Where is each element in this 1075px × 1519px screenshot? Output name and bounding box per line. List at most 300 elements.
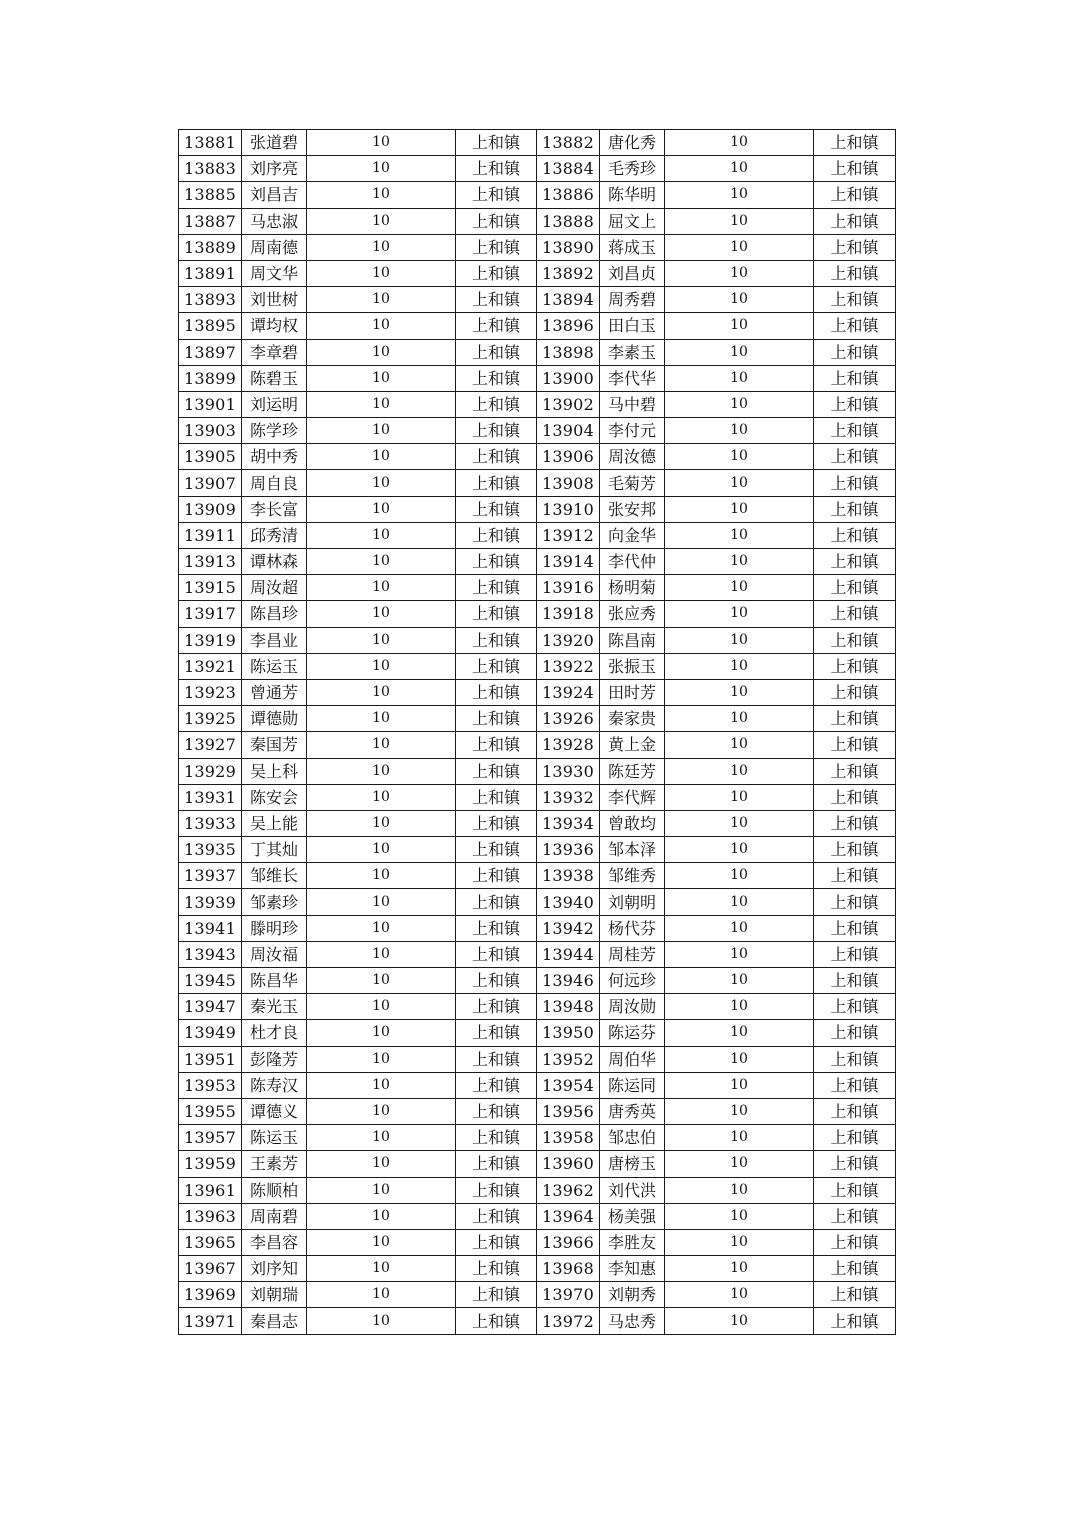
table-row	[179, 313, 896, 339]
amount-cell: 10	[665, 968, 814, 994]
table-row	[179, 1308, 896, 1334]
amount-cell: 10	[665, 706, 814, 732]
person-name-cell: 周南碧	[242, 1203, 307, 1229]
town-name-cell: 上和镇	[456, 1098, 537, 1124]
person-name-cell: 周桂芳	[600, 941, 665, 967]
record-id-cell: 13930	[537, 758, 600, 784]
town-name-cell: 上和镇	[456, 1072, 537, 1098]
amount-cell: 10	[665, 391, 814, 417]
amount-cell: 10	[665, 758, 814, 784]
record-id-cell: 13972	[537, 1308, 600, 1334]
amount-cell: 10	[307, 1203, 456, 1229]
town-name-cell: 上和镇	[814, 1020, 896, 1046]
person-name-cell: 田时芳	[600, 679, 665, 705]
record-id-cell: 13965	[179, 1229, 242, 1255]
table-row	[179, 1282, 896, 1308]
person-name-cell: 周汝超	[242, 575, 307, 601]
amount-cell: 10	[307, 234, 456, 260]
amount-cell: 10	[665, 313, 814, 339]
person-name-cell: 周汝勋	[600, 994, 665, 1020]
town-name-cell: 上和镇	[814, 1098, 896, 1124]
person-name-cell: 陈昌珍	[242, 601, 307, 627]
town-name-cell: 上和镇	[814, 1125, 896, 1151]
person-name-cell: 丁其灿	[242, 837, 307, 863]
person-name-cell: 陈运芬	[600, 1020, 665, 1046]
table-row	[179, 418, 896, 444]
record-id-cell: 13960	[537, 1151, 600, 1177]
person-name-cell: 李昌业	[242, 627, 307, 653]
amount-cell: 10	[307, 1125, 456, 1151]
table-row	[179, 391, 896, 417]
record-id-cell: 13964	[537, 1203, 600, 1229]
record-id-cell: 13918	[537, 601, 600, 627]
table-row	[179, 287, 896, 313]
town-name-cell: 上和镇	[456, 1151, 537, 1177]
record-id-cell: 13931	[179, 784, 242, 810]
town-name-cell: 上和镇	[814, 915, 896, 941]
person-name-cell: 刘朝秀	[600, 1282, 665, 1308]
town-name-cell: 上和镇	[814, 287, 896, 313]
record-id-cell: 13967	[179, 1256, 242, 1282]
town-name-cell: 上和镇	[814, 575, 896, 601]
town-name-cell: 上和镇	[456, 130, 537, 156]
town-name-cell: 上和镇	[814, 1151, 896, 1177]
record-id-cell: 13933	[179, 810, 242, 836]
amount-cell: 10	[307, 522, 456, 548]
person-name-cell: 刘序亮	[242, 156, 307, 182]
town-name-cell: 上和镇	[456, 601, 537, 627]
person-name-cell: 陈华明	[600, 182, 665, 208]
amount-cell: 10	[307, 156, 456, 182]
town-name-cell: 上和镇	[456, 1177, 537, 1203]
person-name-cell: 张道碧	[242, 130, 307, 156]
table-row	[179, 1020, 896, 1046]
amount-cell: 10	[665, 470, 814, 496]
town-name-cell: 上和镇	[456, 234, 537, 260]
person-name-cell: 周文华	[242, 260, 307, 286]
record-id-cell: 13895	[179, 313, 242, 339]
amount-cell: 10	[307, 444, 456, 470]
town-name-cell: 上和镇	[814, 208, 896, 234]
table-row	[179, 1098, 896, 1124]
amount-cell: 10	[307, 758, 456, 784]
table-row	[179, 784, 896, 810]
person-name-cell: 李昌容	[242, 1229, 307, 1255]
table-row	[179, 627, 896, 653]
person-name-cell: 马忠秀	[600, 1308, 665, 1334]
person-name-cell: 刘朝明	[600, 889, 665, 915]
record-id-cell: 13908	[537, 470, 600, 496]
person-name-cell: 马中碧	[600, 391, 665, 417]
person-name-cell: 李章碧	[242, 339, 307, 365]
person-name-cell: 刘昌贞	[600, 260, 665, 286]
record-id-cell: 13915	[179, 575, 242, 601]
amount-cell: 10	[665, 653, 814, 679]
person-name-cell: 唐秀英	[600, 1098, 665, 1124]
town-name-cell: 上和镇	[814, 339, 896, 365]
table-row	[179, 1229, 896, 1255]
amount-cell: 10	[665, 1177, 814, 1203]
amount-cell: 10	[665, 994, 814, 1020]
person-name-cell: 陈运玉	[242, 653, 307, 679]
record-id-cell: 13966	[537, 1229, 600, 1255]
person-name-cell: 刘代洪	[600, 1177, 665, 1203]
amount-cell: 10	[665, 679, 814, 705]
record-id-cell: 13885	[179, 182, 242, 208]
town-name-cell: 上和镇	[456, 313, 537, 339]
record-id-cell: 13961	[179, 1177, 242, 1203]
table-row	[179, 1072, 896, 1098]
person-name-cell: 马忠淑	[242, 208, 307, 234]
person-name-cell: 彭隆芳	[242, 1046, 307, 1072]
person-name-cell: 刘世树	[242, 287, 307, 313]
person-name-cell: 邱秀清	[242, 522, 307, 548]
record-id-cell: 13920	[537, 627, 600, 653]
person-name-cell: 杨代芬	[600, 915, 665, 941]
person-name-cell: 谭德勋	[242, 706, 307, 732]
town-name-cell: 上和镇	[456, 627, 537, 653]
town-name-cell: 上和镇	[814, 732, 896, 758]
town-name-cell: 上和镇	[814, 156, 896, 182]
record-id-cell: 13971	[179, 1308, 242, 1334]
record-id-cell: 13951	[179, 1046, 242, 1072]
amount-cell: 10	[665, 208, 814, 234]
table-row	[179, 339, 896, 365]
record-id-cell: 13928	[537, 732, 600, 758]
record-id-cell: 13963	[179, 1203, 242, 1229]
amount-cell: 10	[665, 1125, 814, 1151]
town-name-cell: 上和镇	[814, 1072, 896, 1098]
amount-cell: 10	[307, 496, 456, 522]
record-id-cell: 13917	[179, 601, 242, 627]
amount-cell: 10	[665, 601, 814, 627]
table-row	[179, 889, 896, 915]
record-id-cell: 13938	[537, 863, 600, 889]
record-id-cell: 13934	[537, 810, 600, 836]
table-row	[179, 365, 896, 391]
amount-cell: 10	[665, 182, 814, 208]
record-id-cell: 13909	[179, 496, 242, 522]
amount-cell: 10	[307, 339, 456, 365]
town-name-cell: 上和镇	[814, 1177, 896, 1203]
town-name-cell: 上和镇	[814, 889, 896, 915]
record-id-cell: 13900	[537, 365, 600, 391]
record-id-cell: 13944	[537, 941, 600, 967]
record-id-cell: 13936	[537, 837, 600, 863]
amount-cell: 10	[665, 1151, 814, 1177]
table-row	[179, 470, 896, 496]
person-name-cell: 周伯华	[600, 1046, 665, 1072]
person-name-cell: 陈昌南	[600, 627, 665, 653]
record-id-cell: 13907	[179, 470, 242, 496]
person-name-cell: 李代仲	[600, 549, 665, 575]
town-name-cell: 上和镇	[814, 1282, 896, 1308]
record-id-cell: 13937	[179, 863, 242, 889]
person-name-cell: 李长富	[242, 496, 307, 522]
person-name-cell: 向金华	[600, 522, 665, 548]
person-name-cell: 陈碧玉	[242, 365, 307, 391]
person-name-cell: 刘运明	[242, 391, 307, 417]
town-name-cell: 上和镇	[814, 1256, 896, 1282]
table-row	[179, 679, 896, 705]
amount-cell: 10	[665, 1282, 814, 1308]
amount-cell: 10	[307, 1177, 456, 1203]
amount-cell: 10	[665, 130, 814, 156]
town-name-cell: 上和镇	[456, 391, 537, 417]
person-name-cell: 唐榜玉	[600, 1151, 665, 1177]
person-name-cell: 屈文上	[600, 208, 665, 234]
town-name-cell: 上和镇	[456, 915, 537, 941]
town-name-cell: 上和镇	[456, 208, 537, 234]
person-name-cell: 谭德义	[242, 1098, 307, 1124]
person-name-cell: 毛菊芳	[600, 470, 665, 496]
record-id-cell: 13891	[179, 260, 242, 286]
person-name-cell: 张振玉	[600, 653, 665, 679]
amount-cell: 10	[665, 837, 814, 863]
amount-cell: 10	[307, 418, 456, 444]
town-name-cell: 上和镇	[456, 1282, 537, 1308]
town-name-cell: 上和镇	[456, 706, 537, 732]
amount-cell: 10	[307, 837, 456, 863]
person-name-cell: 李代辉	[600, 784, 665, 810]
town-name-cell: 上和镇	[456, 784, 537, 810]
table-row	[179, 758, 896, 784]
town-name-cell: 上和镇	[814, 549, 896, 575]
town-name-cell: 上和镇	[456, 1020, 537, 1046]
amount-cell: 10	[307, 287, 456, 313]
amount-cell: 10	[665, 810, 814, 836]
record-id-cell: 13957	[179, 1125, 242, 1151]
amount-cell: 10	[307, 575, 456, 601]
amount-cell: 10	[307, 994, 456, 1020]
table-row	[179, 1256, 896, 1282]
table-row	[179, 549, 896, 575]
amount-cell: 10	[665, 287, 814, 313]
record-id-cell: 13953	[179, 1072, 242, 1098]
town-name-cell: 上和镇	[456, 653, 537, 679]
table-row	[179, 260, 896, 286]
roster-body	[179, 130, 896, 1335]
town-name-cell: 上和镇	[814, 679, 896, 705]
record-id-cell: 13943	[179, 941, 242, 967]
record-id-cell: 13940	[537, 889, 600, 915]
record-id-cell: 13970	[537, 1282, 600, 1308]
person-name-cell: 秦家贵	[600, 706, 665, 732]
person-name-cell: 陈廷芳	[600, 758, 665, 784]
town-name-cell: 上和镇	[814, 994, 896, 1020]
amount-cell: 10	[307, 313, 456, 339]
table-row	[179, 208, 896, 234]
amount-cell: 10	[307, 1282, 456, 1308]
person-name-cell: 何远珍	[600, 968, 665, 994]
table-row	[179, 130, 896, 156]
record-id-cell: 13929	[179, 758, 242, 784]
person-name-cell: 唐化秀	[600, 130, 665, 156]
table-row	[179, 915, 896, 941]
town-name-cell: 上和镇	[814, 941, 896, 967]
amount-cell: 10	[665, 418, 814, 444]
record-id-cell: 13883	[179, 156, 242, 182]
amount-cell: 10	[665, 339, 814, 365]
record-id-cell: 13889	[179, 234, 242, 260]
amount-cell: 10	[307, 470, 456, 496]
town-name-cell: 上和镇	[456, 365, 537, 391]
town-name-cell: 上和镇	[814, 1229, 896, 1255]
amount-cell: 10	[665, 1098, 814, 1124]
table-row	[179, 575, 896, 601]
person-name-cell: 杨明菊	[600, 575, 665, 601]
amount-cell: 10	[307, 365, 456, 391]
amount-cell: 10	[307, 130, 456, 156]
town-name-cell: 上和镇	[456, 679, 537, 705]
person-name-cell: 胡中秀	[242, 444, 307, 470]
amount-cell: 10	[307, 549, 456, 575]
person-name-cell: 刘朝瑞	[242, 1282, 307, 1308]
record-id-cell: 13952	[537, 1046, 600, 1072]
town-name-cell: 上和镇	[456, 889, 537, 915]
table-row	[179, 941, 896, 967]
person-name-cell: 邹忠伯	[600, 1125, 665, 1151]
town-name-cell: 上和镇	[814, 496, 896, 522]
person-name-cell: 邹维长	[242, 863, 307, 889]
town-name-cell: 上和镇	[814, 837, 896, 863]
table-row	[179, 234, 896, 260]
amount-cell: 10	[665, 234, 814, 260]
record-id-cell: 13926	[537, 706, 600, 732]
record-id-cell: 13942	[537, 915, 600, 941]
amount-cell: 10	[307, 889, 456, 915]
person-name-cell: 陈安会	[242, 784, 307, 810]
amount-cell: 10	[307, 208, 456, 234]
amount-cell: 10	[307, 1308, 456, 1334]
amount-cell: 10	[665, 365, 814, 391]
table-row	[179, 444, 896, 470]
person-name-cell: 张安邦	[600, 496, 665, 522]
record-id-cell: 13911	[179, 522, 242, 548]
person-name-cell: 杨美强	[600, 1203, 665, 1229]
town-name-cell: 上和镇	[456, 260, 537, 286]
record-id-cell: 13893	[179, 287, 242, 313]
person-name-cell: 毛秀珍	[600, 156, 665, 182]
table-row	[179, 496, 896, 522]
amount-cell: 10	[665, 1046, 814, 1072]
amount-cell: 10	[665, 627, 814, 653]
amount-cell: 10	[665, 549, 814, 575]
person-name-cell: 李付元	[600, 418, 665, 444]
person-name-cell: 谭林森	[242, 549, 307, 575]
town-name-cell: 上和镇	[814, 1308, 896, 1334]
town-name-cell: 上和镇	[456, 418, 537, 444]
town-name-cell: 上和镇	[814, 182, 896, 208]
amount-cell: 10	[665, 863, 814, 889]
town-name-cell: 上和镇	[456, 1229, 537, 1255]
amount-cell: 10	[307, 784, 456, 810]
record-id-cell: 13927	[179, 732, 242, 758]
person-name-cell: 陈运玉	[242, 1125, 307, 1151]
amount-cell: 10	[307, 863, 456, 889]
person-name-cell: 谭均权	[242, 313, 307, 339]
town-name-cell: 上和镇	[814, 1046, 896, 1072]
amount-cell: 10	[665, 575, 814, 601]
record-id-cell: 13925	[179, 706, 242, 732]
table-row	[179, 994, 896, 1020]
amount-cell: 10	[665, 1203, 814, 1229]
town-name-cell: 上和镇	[814, 706, 896, 732]
amount-cell: 10	[307, 391, 456, 417]
person-name-cell: 田白玉	[600, 313, 665, 339]
amount-cell: 10	[307, 601, 456, 627]
record-id-cell: 13958	[537, 1125, 600, 1151]
record-id-cell: 13914	[537, 549, 600, 575]
record-id-cell: 13898	[537, 339, 600, 365]
table-row	[179, 837, 896, 863]
town-name-cell: 上和镇	[456, 575, 537, 601]
table-row	[179, 601, 896, 627]
town-name-cell: 上和镇	[456, 1308, 537, 1334]
amount-cell: 10	[307, 627, 456, 653]
record-id-cell: 13947	[179, 994, 242, 1020]
person-name-cell: 周汝德	[600, 444, 665, 470]
person-name-cell: 黄上金	[600, 732, 665, 758]
person-name-cell: 陈学珍	[242, 418, 307, 444]
person-name-cell: 张应秀	[600, 601, 665, 627]
record-id-cell: 13948	[537, 994, 600, 1020]
town-name-cell: 上和镇	[456, 863, 537, 889]
record-id-cell: 13945	[179, 968, 242, 994]
record-id-cell: 13884	[537, 156, 600, 182]
person-name-cell: 邹本泽	[600, 837, 665, 863]
town-name-cell: 上和镇	[814, 470, 896, 496]
town-name-cell: 上和镇	[456, 1046, 537, 1072]
record-id-cell: 13919	[179, 627, 242, 653]
person-name-cell: 周自良	[242, 470, 307, 496]
town-name-cell: 上和镇	[456, 156, 537, 182]
town-name-cell: 上和镇	[814, 627, 896, 653]
amount-cell: 10	[307, 968, 456, 994]
amount-cell: 10	[307, 1046, 456, 1072]
amount-cell: 10	[665, 522, 814, 548]
town-name-cell: 上和镇	[456, 1125, 537, 1151]
record-id-cell: 13935	[179, 837, 242, 863]
amount-cell: 10	[307, 1020, 456, 1046]
table-row	[179, 1177, 896, 1203]
person-name-cell: 曾敢均	[600, 810, 665, 836]
town-name-cell: 上和镇	[814, 1203, 896, 1229]
table-row	[179, 863, 896, 889]
table-row	[179, 1046, 896, 1072]
record-id-cell: 13950	[537, 1020, 600, 1046]
town-name-cell: 上和镇	[456, 182, 537, 208]
person-name-cell: 刘昌吉	[242, 182, 307, 208]
amount-cell: 10	[665, 156, 814, 182]
person-name-cell: 李素玉	[600, 339, 665, 365]
table-row	[179, 156, 896, 182]
person-name-cell: 李知惠	[600, 1256, 665, 1282]
person-name-cell: 陈昌华	[242, 968, 307, 994]
person-name-cell: 陈运同	[600, 1072, 665, 1098]
town-name-cell: 上和镇	[814, 313, 896, 339]
town-name-cell: 上和镇	[814, 653, 896, 679]
record-id-cell: 13916	[537, 575, 600, 601]
record-id-cell: 13939	[179, 889, 242, 915]
table-row	[179, 706, 896, 732]
record-id-cell: 13892	[537, 260, 600, 286]
record-id-cell: 13955	[179, 1098, 242, 1124]
amount-cell: 10	[307, 260, 456, 286]
record-id-cell: 13956	[537, 1098, 600, 1124]
record-id-cell: 13896	[537, 313, 600, 339]
amount-cell: 10	[307, 679, 456, 705]
